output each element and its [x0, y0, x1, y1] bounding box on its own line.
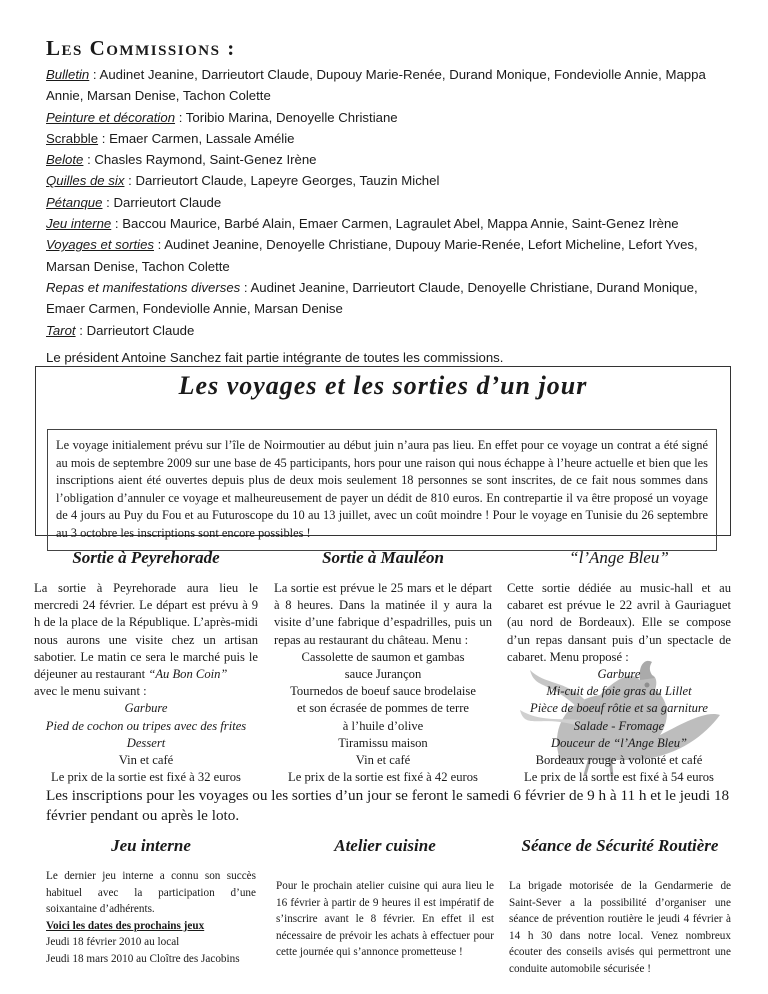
- ange-bleu-wine: Bordeaux rouge à volonté et café: [535, 753, 703, 768]
- commission-peinture: Peinture et décoration : Toribio Marina, Denoyelle Christiane: [46, 109, 398, 125]
- president-note: Le président Antoine Sanchez fait partie intégrante de toutes les commissions.: [46, 349, 504, 365]
- menu-item: Dessert: [126, 735, 166, 750]
- peyrehorade-price: Le prix de la sortie est fixé à 32 euros: [51, 770, 241, 785]
- jeu-interne-body: Le dernier jeu interne a connu son succès habituel avec la participation d’une soixantaine d’adhérents.: [46, 870, 256, 916]
- mauleon-title: Sortie à Mauléon: [322, 548, 444, 567]
- jeu-interne-title: Jeu interne: [111, 836, 191, 855]
- sortie-peyrehorade: [34, 548, 258, 786]
- menu-item: Vin et café: [355, 753, 411, 768]
- atelier-cuisine-section: [276, 836, 494, 961]
- jeu-date: Jeudi 18 février 2010 au local: [46, 936, 180, 949]
- menu-item: Salade - Fromage: [573, 718, 665, 733]
- commissions-section: [46, 36, 736, 368]
- peyrehorade-menu-intro: avec le menu suivant :: [34, 684, 147, 699]
- inscriptions-note: Les inscriptions pour les voyages ou les sorties d’un jour se feront le samedi 6 février de 9 h à 11 h et le jeudi 18 février pendant ou après le loto.: [46, 787, 730, 824]
- securite-title: Séance de Sécurité Routière: [521, 836, 719, 855]
- commission-belote: Belote : Chasles Raymond, Saint-Genez Irène: [46, 152, 317, 168]
- restaurant-name: “Au Bon Coin”: [148, 667, 228, 682]
- commission-bulletin-cont: Annie, Marsan Denise, Tachon Colette: [46, 88, 271, 104]
- jeu-date: Jeudi 18 mars 2010 au Cloître des Jacobins: [46, 952, 240, 965]
- commissions-title: Les Commissions :: [46, 36, 236, 60]
- menu-item: Tiramissu maison: [338, 735, 428, 750]
- menu-item: et son écrasée de pommes de terre: [296, 701, 470, 716]
- peyrehorade-intro: La sortie à Peyrehorade aura lieu le mercredi 24 février. Le départ est prévu à 9 h de la place de la République. L’après-midi nous aurons une visite chez un artisan sabotier. Le matin ce sera le marché puis le déjeuner au restaurant “Au Bon Coin”: [34, 581, 258, 682]
- mauleon-price: Le prix de la sortie est fixé à 42 euros: [288, 770, 478, 785]
- menu-item: Pièce de boeuf rôtie et sa garniture: [530, 701, 708, 716]
- commission-voyages-cont: Marsan Denise, Tachon Colette: [46, 258, 230, 274]
- jeu-dates-title: Voici les dates des prochains jeux: [46, 919, 205, 932]
- voyages-body: Le voyage initialement prévu sur l’île de Noirmoutier au début juin n’aura pas lieu. En effet pour ce voyage un contrat a été signé au mois de septembre 2009 sur une base de 45 participants, hors pour une raison qui nous échappe à l’heure actuelle et bien que les inscriptions aient été ouvertes depuis plus de deux mois seulement 18 personnes se sont inscrites, de ce fait nous sommes dans l’obligation d’annuler ce voyage et malheureusement de payer un dédit de 810 euros. En contrepartie il va être proposé un voyage de 4 jours au Puy du Fou et au Futuroscope du 10 au 13 juillet, avec un coût moindre ! Pour le voyage en Tunisie du 26 septembre au 3 octobre les inscriptions sont encore possibles !: [47, 429, 717, 551]
- commission-quilles: Quilles de six : Darrieutort Claude, Lapeyre Georges, Tauzin Michel: [46, 173, 440, 189]
- sortie-ange-bleu: [507, 548, 731, 786]
- voyages-box: [35, 366, 731, 540]
- ange-bleu-intro: Cette sortie dédiée au music-hall et au cabaret est prévue le 22 avril à Gauriaguet (au nord de Bordeaux). Elle se compose d’un repas dansant puis d’un spectacle de cabaret. Menu proposé :: [507, 581, 731, 664]
- commission-scrabble: Scrabble : Emaer Carmen, Lassale Amélie: [46, 130, 295, 146]
- commission-voyages: Voyages et sorties : Audinet Jeanine, Denoyelle Christiane, Dupouy Marie-Renée, Lefort Micheline, Lefort Yves,: [46, 237, 698, 253]
- menu-item: Cassolette de saumon et gambas: [301, 649, 465, 664]
- commission-jeu-interne: Jeu interne : Baccou Maurice, Barbé Alain, Emaer Carmen, Lagraulet Abel, Mappa Annie, Saint-Genez Irène: [46, 216, 679, 232]
- commission-bulletin: Bulletin : Audinet Jeanine, Darrieutort Claude, Dupouy Marie-Renée, Durand Monique, Fondeviolle Annie, Mappa: [46, 67, 706, 82]
- menu-item: Tournedos de boeuf sauce brodelaise: [290, 684, 476, 699]
- commission-repas: Repas et manifestations diverses : Audinet Jeanine, Darrieutort Claude, Denoyelle Christiane, Durand Monique,: [46, 279, 698, 295]
- menu-item: à l’huile d’olive: [342, 718, 424, 733]
- peyrehorade-title: Sortie à Peyrehorade: [72, 548, 220, 567]
- menu-item: Garbure: [124, 701, 168, 716]
- menu-item: Garbure: [597, 667, 641, 682]
- menu-item: Mi-cuit de foie gras au Lillet: [546, 684, 692, 699]
- voyages-title: Les voyages et les sorties d’un jour: [178, 371, 588, 400]
- menu-item: sauce Jurançon: [344, 667, 422, 682]
- securite-body: La brigade motorisée de la Gendarmerie de Saint-Sever a la possibilité d’organiser une séance de prévention routière le jeudi 4 février à 14 h 30 dans notre local. Venez nombreux écouter des conseils avisés qui permettront une conduite automobile sécurisée !: [509, 880, 731, 975]
- commission-petanque: Pétanque : Darrieutort Claude: [46, 194, 222, 210]
- atelier-body: Pour le prochain atelier cuisine qui aura lieu le 16 février à partir de 9 heures il est impératif de s’inscrire avant le 8 février. En effet il est nécessaire de prévoir les achats à effectuer pour cette journée qui s’annonce prometteuse !: [276, 880, 494, 959]
- commission-repas-cont: Emaer Carmen, Fondeviolle Annie, Marsan Denise: [46, 301, 343, 317]
- ange-bleu-title: “l’Ange Bleu”: [569, 548, 669, 567]
- commission-tarot: Tarot : Darrieutort Claude: [46, 322, 195, 338]
- mauleon-intro: La sortie est prévue le 25 mars et le départ à 8 heures. Dans la matinée il y aura la visite d’une fabrique d’espadrilles, puis un repas au restaurant du château. Menu :: [274, 581, 492, 647]
- securite-routiere-section: [509, 836, 731, 978]
- sortie-mauleon: [274, 548, 492, 786]
- atelier-title: Atelier cuisine: [334, 836, 436, 855]
- menu-item: Pied de cochon ou tripes avec des frites: [45, 718, 247, 733]
- ange-bleu-price: Le prix de la sortie est fixé à 54 euros: [524, 770, 714, 785]
- jeu-interne-section: [46, 836, 256, 968]
- menu-item: Vin et café: [118, 753, 174, 768]
- menu-item: Douceur de “l’Ange Bleu”: [550, 735, 688, 750]
